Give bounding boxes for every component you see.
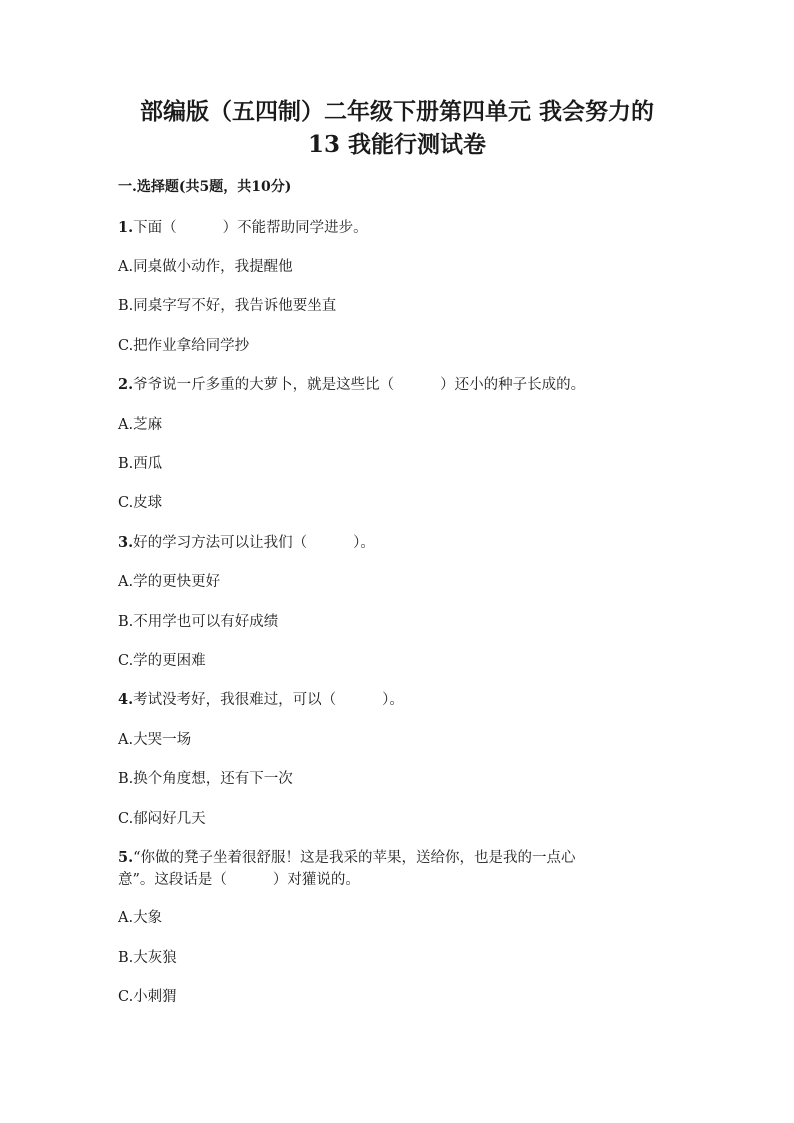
question-text: ）。: [353, 535, 375, 551]
option-2a: A.芝麻: [118, 417, 163, 433]
question-text: ）不能帮助同学进步。: [222, 220, 368, 236]
question-text: ）。: [382, 692, 404, 708]
question-number: 4.: [118, 691, 134, 708]
section-heading: 一.选择题(共5题，共10分): [118, 179, 292, 195]
page-title-line-2: 13 我能行测试卷: [307, 131, 486, 158]
question-text: 好的学习方法可以让我们（: [133, 535, 308, 551]
question-text: 下面（: [133, 220, 177, 236]
question-text: “你做的凳子坐着很舒服！这是我采的苹果，送给你，也是我的一点心: [133, 850, 576, 866]
question-2: [118, 375, 585, 395]
question-text: 爷爷说一斤多重的大萝卜，就是这些比（: [133, 377, 395, 393]
question-3: [118, 533, 375, 553]
question-number: 3.: [118, 534, 134, 551]
question-text: ）还小的种子长成的。: [440, 377, 586, 393]
option-3b: B.不用学也可以有好成绩: [118, 614, 279, 630]
question-text: ）对獾说的。: [272, 872, 360, 888]
question-number: 5.: [118, 849, 134, 866]
question-5-continued: [118, 870, 360, 890]
option-2b: B.西瓜: [118, 456, 163, 472]
option-1c: C.把作业拿给同学抄: [118, 338, 250, 354]
question-number: 1.: [118, 219, 134, 236]
option-4b: B.换个角度想，还有下一次: [118, 771, 293, 787]
option-5a: A.大象: [118, 910, 163, 926]
option-1b: B.同桌字写不好，我告诉他要坐直: [118, 298, 337, 314]
option-3a: A.学的更快更好: [118, 574, 221, 590]
page-title-line-1: 部编版（五四制）二年级下册第四单元 我会努力的: [139, 98, 654, 125]
question-4: [118, 690, 404, 710]
question-5: [118, 848, 576, 868]
option-1a: A.同桌做小动作，我提醒他: [118, 259, 293, 275]
option-4c: C.郁闷好几天: [118, 811, 206, 827]
option-3c: C.学的更困难: [118, 653, 206, 669]
question-number: 2.: [118, 376, 134, 393]
option-5c: C.小刺猬: [118, 989, 177, 1005]
question-text: 意”。这段话是（: [118, 872, 227, 888]
option-4a: A.大哭一场: [118, 732, 192, 748]
question-1: [118, 218, 368, 238]
option-2c: C.皮球: [118, 495, 163, 511]
question-text: 考试没考好，我很难过，可以（: [133, 692, 337, 708]
option-5b: B.大灰狼: [118, 950, 177, 966]
